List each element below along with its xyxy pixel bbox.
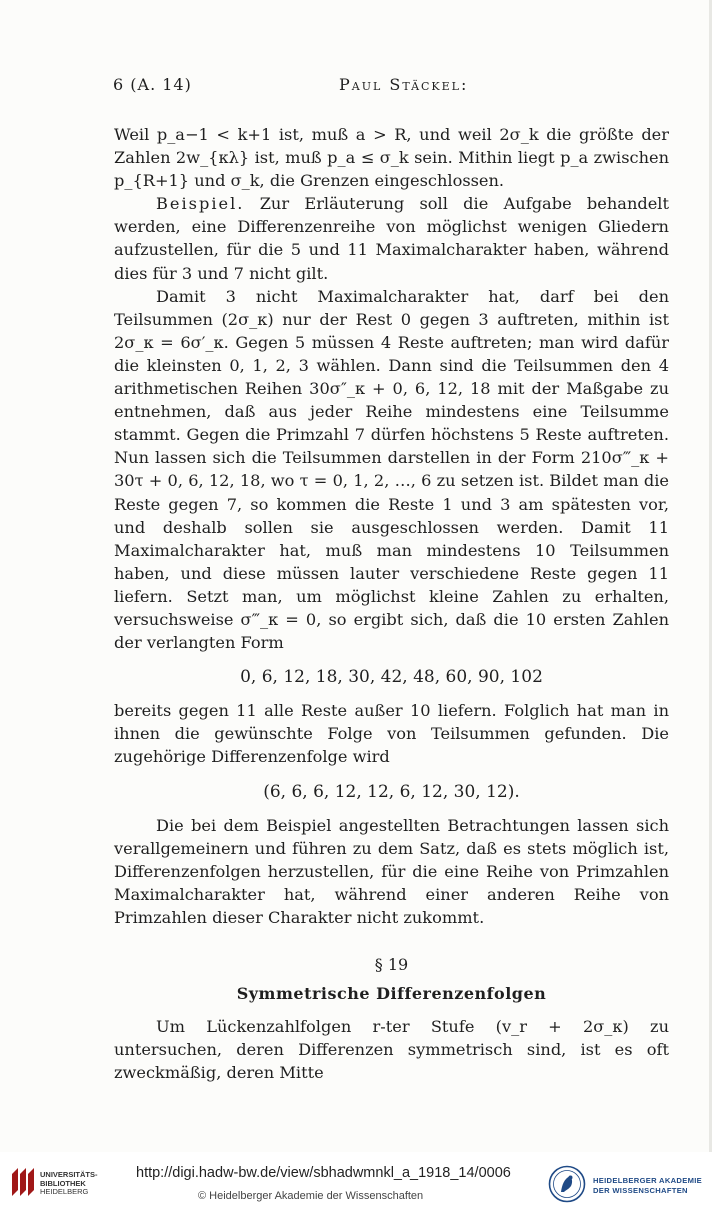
- paragraph-5: Die bei dem Beispiel angestellten Betrachtungen lassen sich verallgemeinern und führen zu dem Satz, daß es stets möglich ist, Differenzenfolgen herzustellen, für die eine Reihe von Primzahlen Maximalcharakter hat, während einer anderen Reihe von Primzahlen dieser Charakter nicht zukommt.: [114, 815, 669, 927]
- library-name-line-1: UNIVERSITÄTS-: [40, 1170, 98, 1179]
- permalink[interactable]: http://digi.hadw-bw.de/view/sbhadwmnkl_a_1918_14/0006: [136, 1165, 511, 1181]
- university-library-name: [40, 1171, 98, 1197]
- formula-difference-sequence: (6, 6, 6, 12, 12, 6, 12, 30, 12).: [263, 781, 520, 802]
- paragraph-1: Weil p_a−1 < k+1 ist, muß a > R, und weil 2σ_k die größte der Zahlen 2w_{κλ} ist, muß p_a ≤ σ_k sein. Mithin liegt p_a zwischen p_{R+1} und σ_k, die Grenzen eingeschlossen.: [114, 125, 669, 191]
- running-header-author: Paul Stäckel:: [339, 75, 469, 94]
- section-number: § 19: [374, 955, 409, 975]
- formula-residues: 0, 6, 12, 18, 30, 42, 48, 60, 90, 102: [240, 667, 543, 688]
- academy-name-line-1: HEIDELBERGER AKADEMIE: [593, 1176, 702, 1185]
- academy-name: [593, 1176, 702, 1196]
- paragraph-2-text: Zur Erläuterung soll die Aufgabe behandelt werden, eine Differenzenreihe von möglichst wenigen Gliedern aufzustellen, für die 5 und 11 Maximalcharakter haben, während dies für 3 und 7 nicht gilt.: [114, 194, 669, 283]
- body-text: [114, 123, 669, 1085]
- library-name-line-3: HEIDELBERG: [40, 1187, 89, 1196]
- library-name-line-2: BIBLIOTHEK: [40, 1178, 86, 1188]
- section-title: Symmetrische Differenzenfolgen: [236, 984, 547, 1004]
- paragraph-6: Um Lückenzahlfolgen r-ter Stufe (v_r + 2σ_κ) zu untersuchen, deren Differenzen symmetrisch sind, ist es oft zweckmäßig, deren Mitte: [114, 1017, 669, 1083]
- example-lead: Beispiel.: [156, 194, 245, 214]
- paragraph-3: Damit 3 nicht Maximalcharakter hat, darf bei den Teilsummen (2σ_κ) nur der Rest 0 gegen 3 auftreten, mithin ist 2σ_κ = 6σ′_κ. Gegen 5 müssen 4 Reste auftreten; man wird dafür die kleinsten 0, 1, 2, 3 wählen. Dann sind die Teilsummen den 4 arithmetischen Reihen 30σ″_κ + 0, 6, 12, 18 mit der Maßgabe zu entnehmen, daß aus jeder Reihe mindestens eine Teilsumme stammt. Gegen die Primzahl 7 dürfen höchstens 5 Reste auftreten. Nun lassen sich die Teilsummen darstellen in der Form 210σ‴_κ + 30τ + 0, 6, 12, 18, wo τ = 0, 1, 2, …, 6 zu setzen ist. Bildet man die Reste gegen 7, so kommen die Reste 1 und 3 am spätesten vor, und deshalb sollen sie ausgeschlossen werden. Damit 11 Maximalcharakter hat, muß man mindestens 10 Teilsummen haben, und diese müssen lauter verschiedene Reste gegen 11 liefern. Setzt man, um möglichst kleine Zahlen zu erhalten, versuchsweise σ‴_κ = 0, so ergibt sich, daß die 10 ersten Zahlen der verlangten Form: [114, 286, 669, 653]
- academy-name-line-2: DER WISSENSCHAFTEN: [593, 1186, 688, 1195]
- paragraph-2: [114, 192, 669, 284]
- paragraph-4: bereits gegen 11 alle Reste außer 10 liefern. Folglich hat man in ihnen die gewünschte Folge von Teilsummen gefunden. Die zugehörige Differenzenfolge wird: [114, 701, 669, 767]
- copyright-notice: © Heidelberger Akademie der Wissenschaften: [198, 1190, 424, 1202]
- university-library-logo-icon: [8, 1166, 38, 1198]
- academy-seal-icon: [548, 1165, 586, 1203]
- page-number: 6 (A. 14): [113, 75, 192, 94]
- digitization-footer: [0, 1152, 712, 1214]
- running-header: [113, 75, 669, 97]
